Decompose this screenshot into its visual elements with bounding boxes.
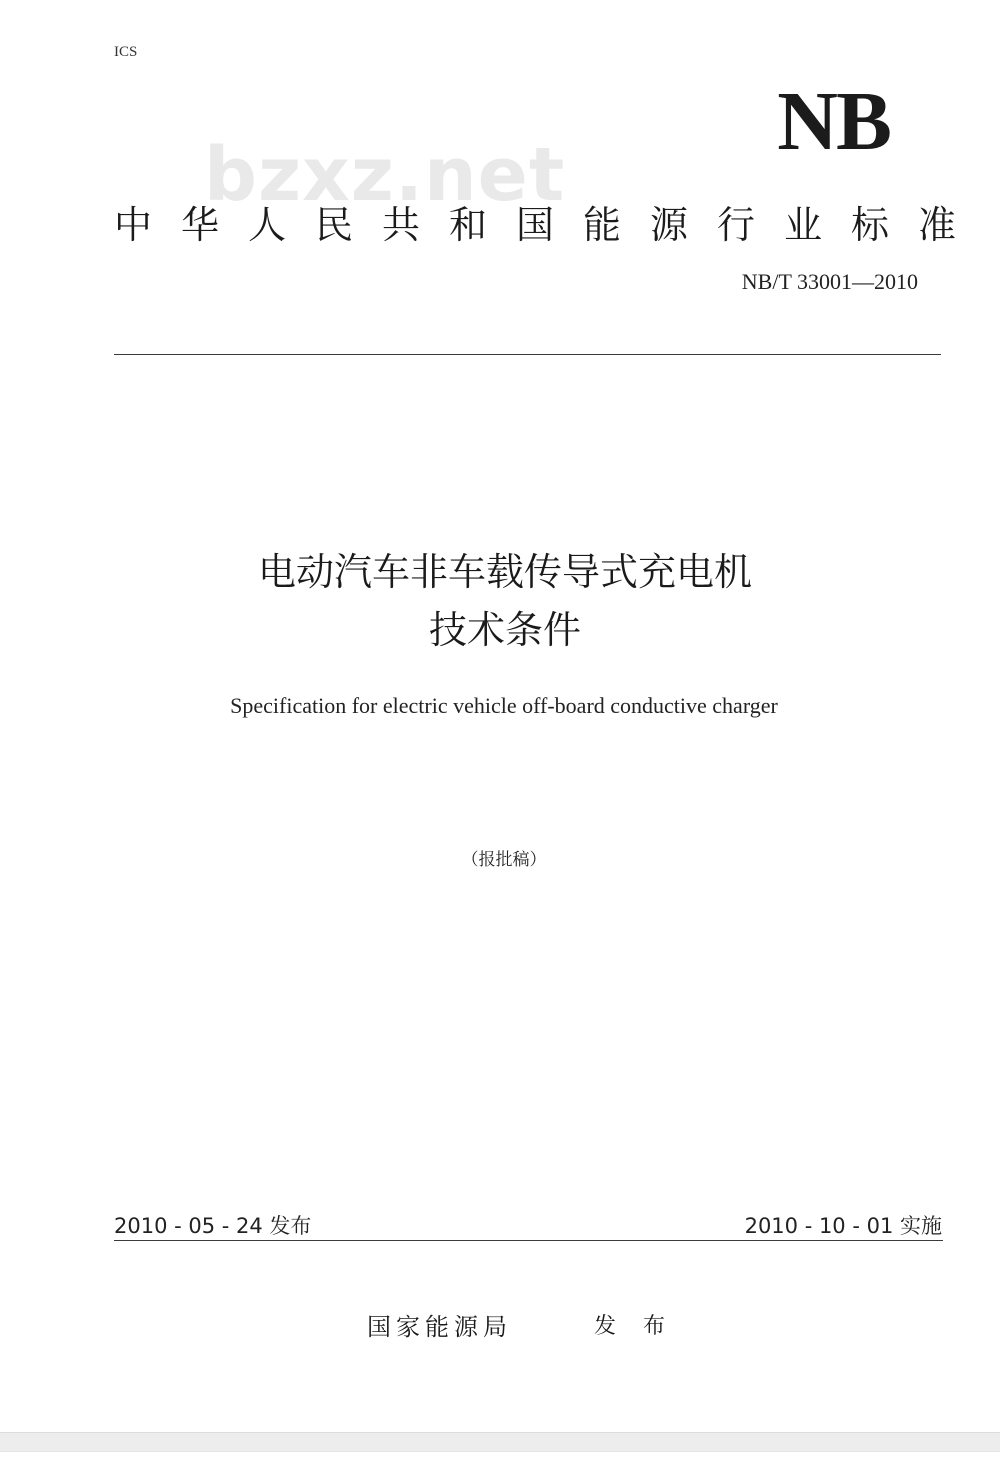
implement-date: 2010 - 10 - 01 实施 [744,1214,942,1238]
publish-action: 发 布 [594,1314,675,1339]
watermark-text: bzxz.net [204,132,566,218]
ics-label: ICS [114,44,138,60]
industry-standard-heading: 中华人民共和国能源行业标准 [114,203,986,247]
page-bottom-strip [0,1432,1000,1452]
document-title-line-1: 电动汽车非车载传导式充电机 [257,550,752,594]
draft-status: （报批稿） [461,850,547,870]
standard-number: NB/T 33001—2010 [741,269,918,294]
top-divider [114,354,941,355]
english-title: Specification for electric vehicle off-board conductive charger [230,693,778,718]
nb-standard-mark: NB [777,75,890,168]
bottom-divider [114,1240,943,1241]
issue-date: 2010 - 05 - 24 发布 [114,1214,312,1238]
document-title-line-2: 技术条件 [428,608,581,652]
publisher-name: 国家能源局 [367,1313,512,1341]
